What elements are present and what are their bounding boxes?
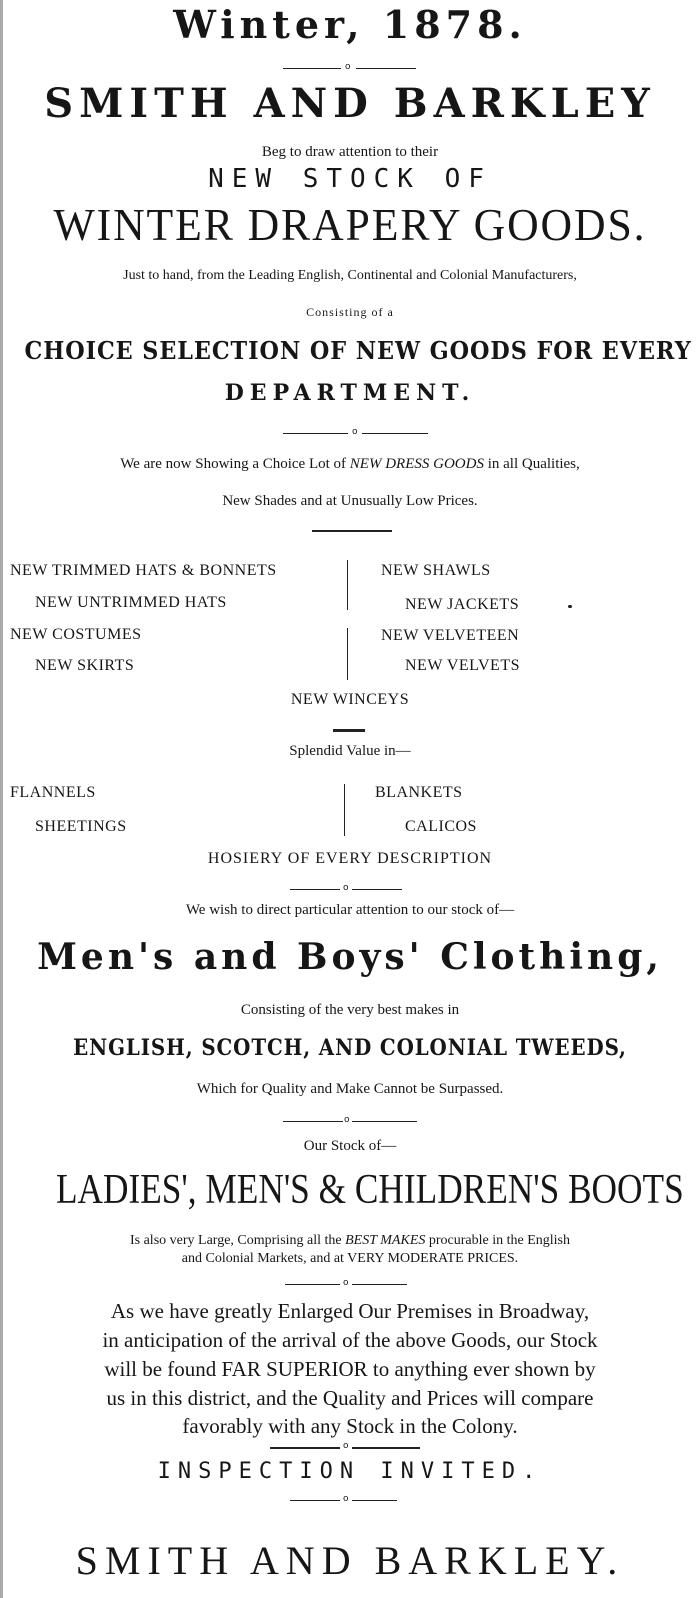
right-list-item-3: NEW VELVETEEN	[381, 627, 520, 644]
divider-3a	[290, 889, 340, 890]
splendid-line: Splendid Value in—	[289, 743, 411, 759]
divider-6a	[270, 1447, 340, 1449]
boots-title: LADIES', MEN'S & CHILDREN'S BOOTS	[56, 1167, 684, 1213]
divider-6b	[352, 1447, 420, 1449]
divider-2a	[283, 433, 348, 434]
divider-2b	[362, 433, 428, 434]
left-list-item-2: NEW UNTRIMMED HATS	[35, 594, 227, 611]
boots-desc-suffix: procurable in the English	[425, 1233, 571, 1248]
right-list-item-2: NEW JACKETS	[405, 596, 520, 613]
premises-line-4: us in this district, and the Quality and Prices will compare	[106, 1386, 594, 1410]
premises-line-1: As we have greatly Enlarged Our Premises in Broadway,	[110, 1299, 590, 1323]
divider-ornament-1: o	[345, 62, 351, 72]
consisting-line: Consisting of a	[306, 305, 394, 319]
left-list-item-1: NEW TRIMMED HATS & BONNETS	[10, 562, 277, 579]
boots-desc-emphasis: BEST MAKES	[345, 1233, 426, 1248]
divider-7a	[290, 1500, 340, 1501]
divider-ornament-3: o	[343, 883, 349, 893]
right-list-item-4: NEW VELVETS	[405, 657, 520, 674]
divider-4b	[352, 1121, 417, 1122]
dress-goods-prefix: We are now Showing a Choice Lot of	[120, 456, 350, 472]
new-stock-title: NEW STOCK OF	[208, 164, 492, 194]
firm-name: SMITH AND BARKLEY	[44, 80, 656, 127]
premises-line-2: in anticipation of the arrival of the above Goods, our Stock	[102, 1328, 598, 1352]
right-list-item-1: NEW SHAWLS	[381, 562, 491, 579]
value-left-item-2: SHEETINGS	[35, 818, 127, 835]
divider-ornament-5: o	[343, 1278, 349, 1288]
our-stock-line: Our Stock of—	[303, 1138, 397, 1154]
divider-5a	[285, 1284, 340, 1285]
divider-3b	[352, 889, 402, 890]
winceys-line: NEW WINCEYS	[290, 691, 410, 708]
dress-goods-suffix: in all Qualities,	[483, 456, 580, 472]
drapery-title: WINTER DRAPERY GOODS.	[53, 199, 647, 250]
value-divider	[344, 784, 345, 836]
boots-desc-line-1	[0, 1233, 700, 1249]
left-list-item-4: NEW SKIRTS	[35, 657, 135, 674]
divider-ornament-7: o	[343, 1494, 349, 1504]
dress-goods-emphasis: NEW DRESS GOODS	[349, 456, 484, 472]
divider-1a	[283, 68, 341, 69]
heading: Winter, 1878.	[173, 2, 527, 47]
value-left-item-1: FLANNELS	[10, 784, 96, 801]
choice-line-2: DEPARTMENT.	[224, 380, 476, 406]
ink-speck	[568, 605, 572, 608]
boots-desc-line-2: and Colonial Markets, and at VERY MODERATE PRICES.	[181, 1251, 519, 1266]
premises-line-3: will be found FAR SUPERIOR to anything ever shown by	[104, 1357, 596, 1381]
manufacturers-line: Just to hand, from the Leading English, Continental and Colonial Manufacturers,	[123, 268, 577, 283]
intro-text: Beg to draw attention to their	[261, 144, 439, 160]
premises-line-5: favorably with any Stock in the Colony.	[182, 1414, 518, 1438]
boots-desc-prefix: Is also very Large, Comprising all the	[129, 1233, 346, 1248]
list-divider-top	[347, 560, 348, 610]
short-rule-1	[312, 530, 392, 532]
value-right-item-1: BLANKETS	[375, 784, 463, 801]
left-list-item-3: NEW COSTUMES	[10, 626, 142, 643]
signature-line: SMITH AND BARKLEY.	[75, 1538, 625, 1583]
divider-1b	[356, 68, 416, 69]
list-divider-bottom	[347, 628, 348, 680]
short-rule-2	[333, 729, 365, 732]
value-right-item-2: CALICOS	[405, 818, 477, 835]
hosiery-line: HOSIERY OF EVERY DESCRIPTION	[207, 850, 493, 867]
inspection-line: INSPECTION INVITED.	[157, 1459, 543, 1484]
choice-line-1: CHOICE SELECTION OF NEW GOODS FOR EVERY	[24, 336, 692, 365]
divider-5b	[352, 1284, 407, 1285]
divider-7b	[352, 1500, 397, 1501]
divider-4a	[283, 1121, 343, 1122]
shades-line: New Shades and at Unusually Low Prices.	[222, 493, 478, 509]
dress-goods-line	[0, 456, 700, 473]
makes-line: Consisting of the very best makes in	[240, 1002, 460, 1018]
divider-ornament-4: o	[344, 1115, 350, 1125]
surpassed-line: Which for Quality and Make Cannot be Surpassed.	[196, 1081, 504, 1097]
divider-ornament-6: o	[343, 1441, 349, 1451]
divider-ornament-2: o	[352, 427, 358, 437]
tweeds-line: ENGLISH, SCOTCH, AND COLONIAL TWEEDS,	[73, 1035, 627, 1061]
clothing-title: Men's and Boys' Clothing,	[37, 936, 663, 978]
direct-line: We wish to direct particular attention to our stock of—	[185, 902, 515, 918]
